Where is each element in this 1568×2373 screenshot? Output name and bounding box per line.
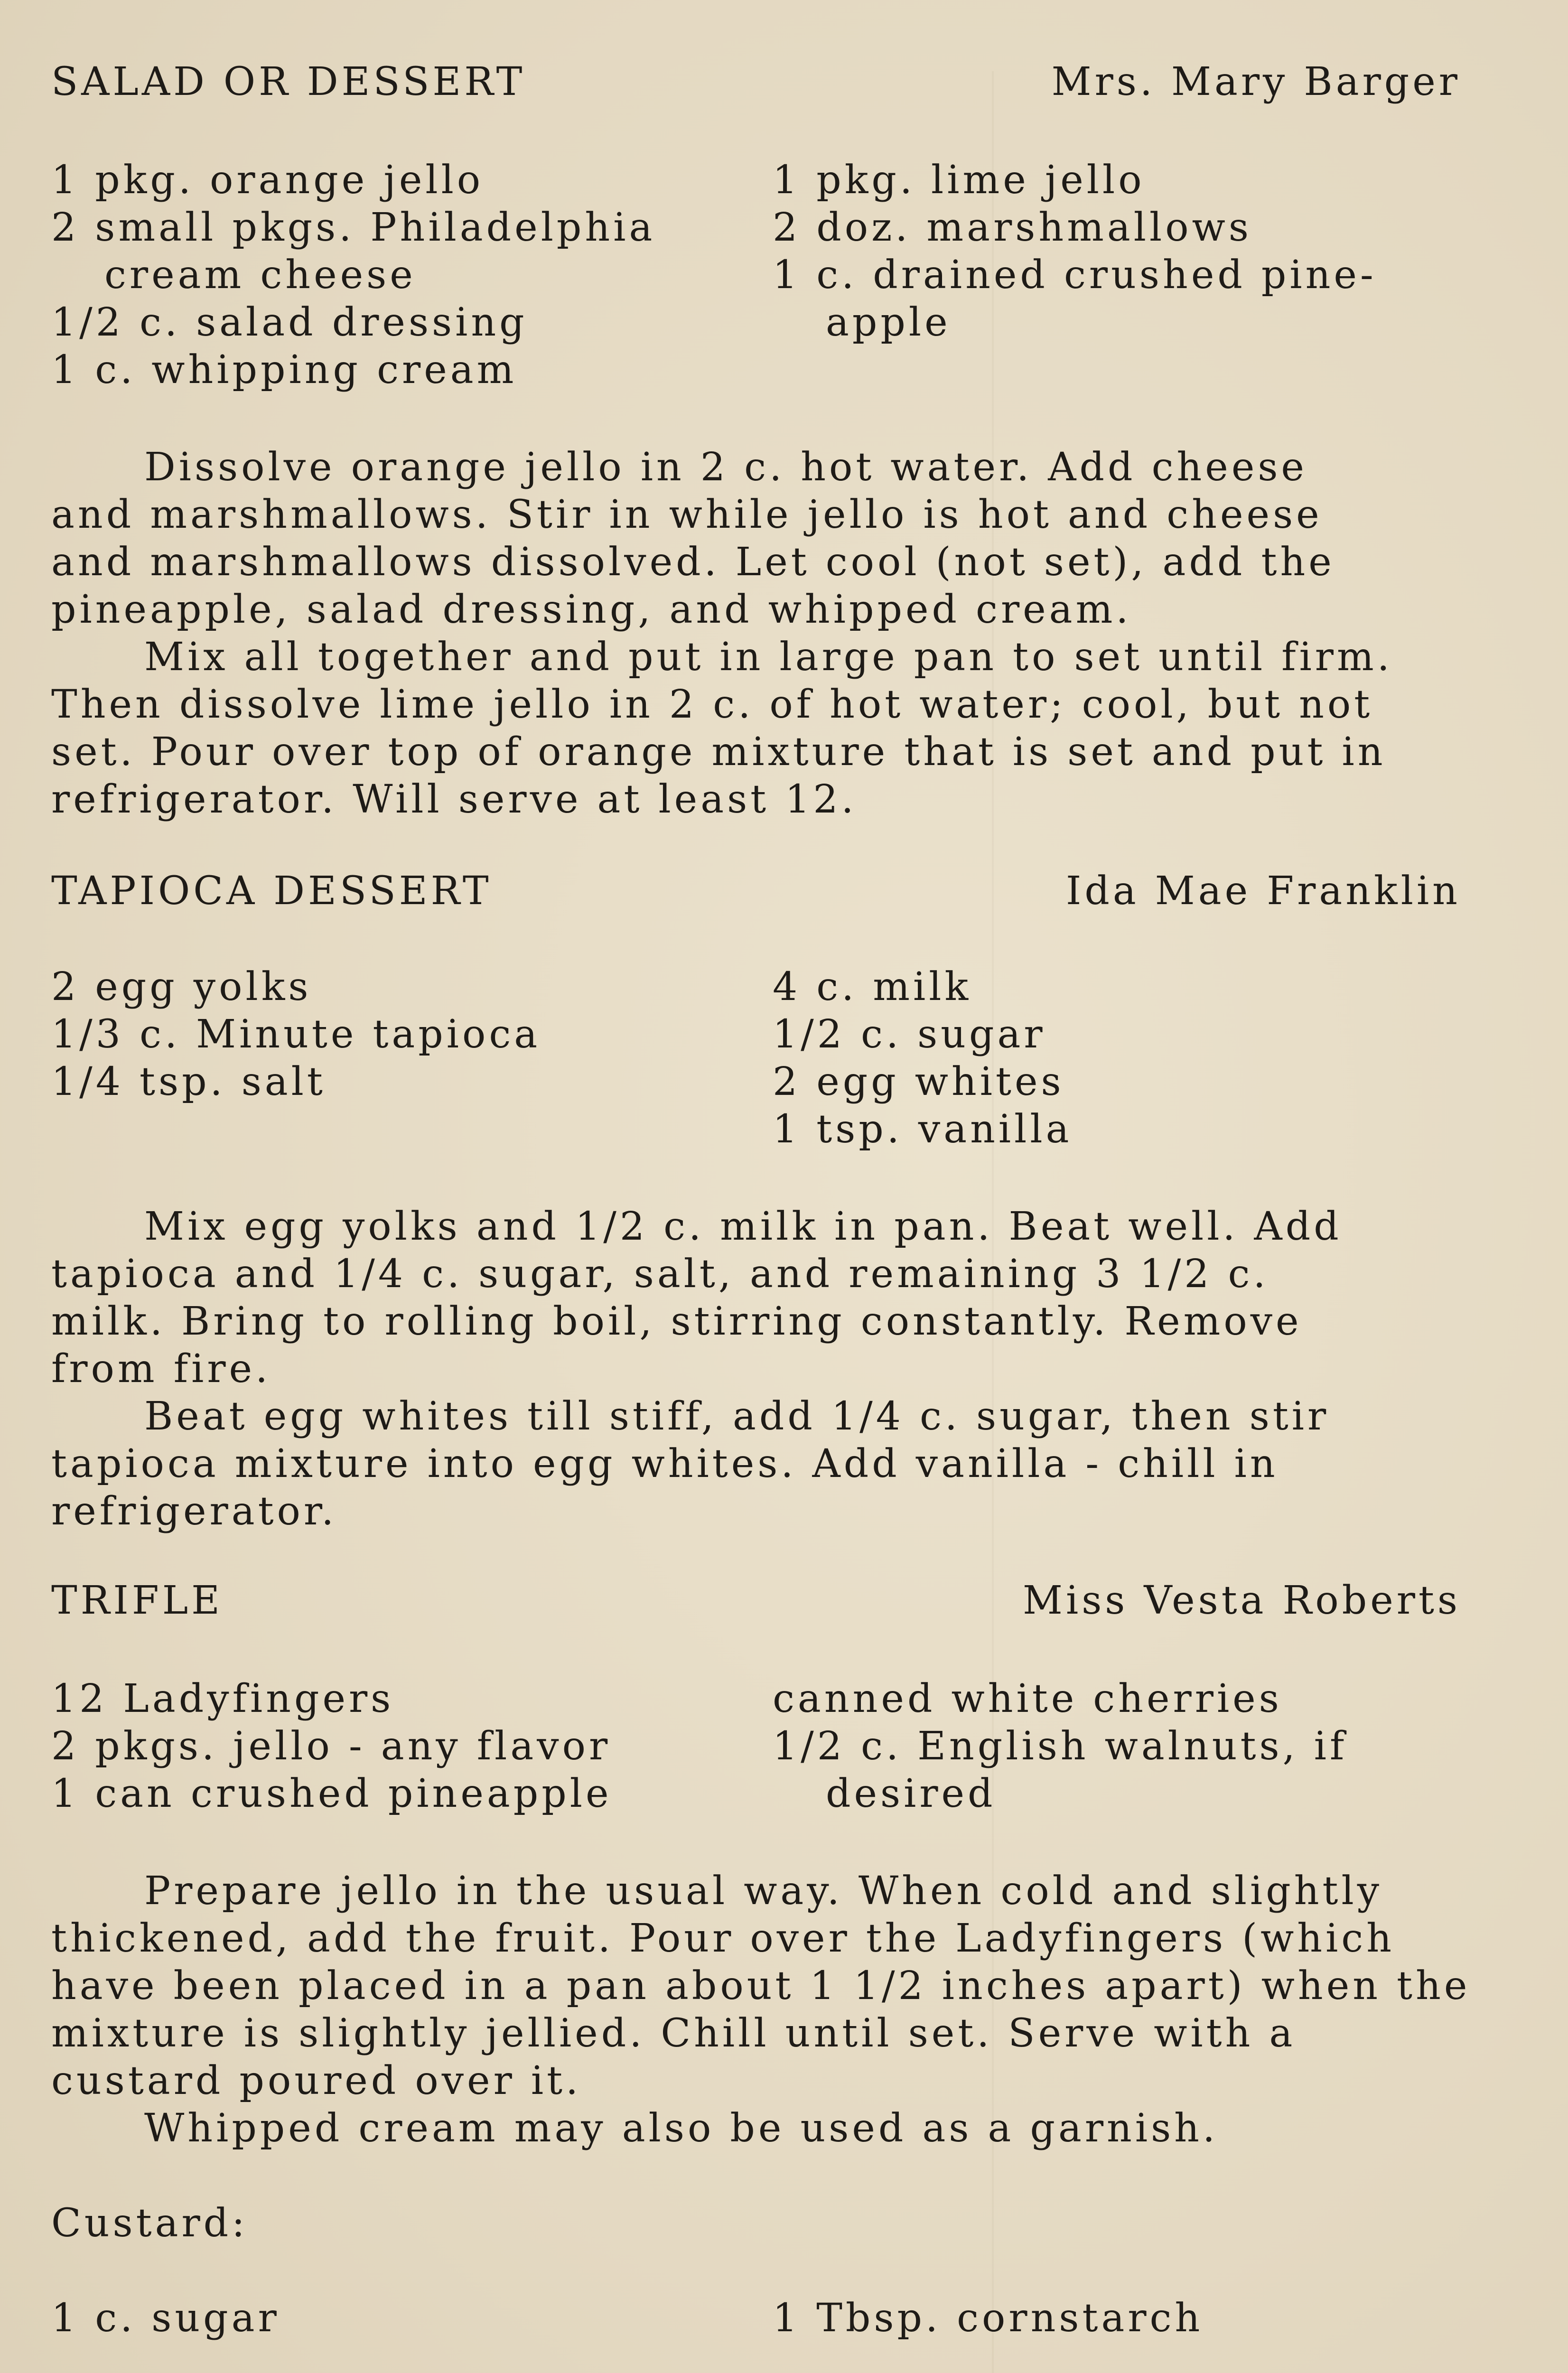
ingredient-line: cream cheese [104, 252, 416, 298]
instruction-line: pineapple, salad dressing, and whipped cream. [51, 587, 1132, 632]
recipe-title: TRIFLE [51, 1578, 224, 1623]
instruction-line: milk. Bring to rolling boil, stirring constantly. Remove [51, 1299, 1302, 1344]
ingredient-line: 4 c. milk [773, 964, 972, 1009]
recipe-heading [51, 1578, 1461, 1630]
ingredient-line: apple [826, 300, 951, 345]
recipe-title: SALAD OR DESSERT [51, 59, 526, 104]
custard-subheading: Custard: [51, 2201, 248, 2246]
instruction-line: from fire. [51, 1346, 271, 1392]
ingredient-line: 1/4 tsp. salt [51, 1059, 326, 1104]
ingredient-line: 1 tsp. vanilla [773, 1107, 1073, 1152]
ingredient-line: 2 egg yolks [51, 964, 312, 1009]
instruction-line: Whipped cream may also be used as a garnish. [144, 2106, 1219, 2151]
ingredient-column-left [51, 157, 655, 394]
instruction-line: have been placed in a pan about 1 1/2 inches apart) when the [51, 1963, 1471, 2009]
ingredient-line: 1 pkg. orange jello [51, 158, 484, 203]
instruction-paragraph [51, 444, 1489, 634]
instruction-line: mixture is slightly jellied. Chill until set. Serve with a [51, 2011, 1296, 2056]
ingredient-line: 2 egg whites [773, 1059, 1064, 1104]
recipe-author: Mrs. Mary Barger [1051, 59, 1461, 104]
instruction-line: custard poured over it. [51, 2058, 582, 2103]
recipe-heading [51, 59, 1461, 112]
ingredient-column-right [773, 157, 1377, 346]
ingredient-line: 1 c. drained crushed pine- [773, 252, 1377, 298]
ingredient-column-right [773, 2295, 1203, 2342]
instruction-line: tapioca and 1/4 c. sugar, salt, and remaining 3 1/2 c. [51, 1252, 1269, 1297]
ingredient-line: 1/2 c. sugar [773, 1012, 1046, 1057]
ingredient-line: 1 Tbsp. cornstarch [773, 2296, 1204, 2341]
ingredient-line: 2 doz. marshmallows [773, 205, 1252, 250]
ingredient-line: 2 pkgs. jello - any flavor [51, 1724, 611, 1769]
instruction-line: Then dissolve lime jello in 2 c. of hot water; cool, but not [51, 682, 1373, 727]
instruction-paragraph [51, 634, 1489, 823]
instruction-paragraph [51, 1393, 1489, 1535]
recipe-author: Ida Mae Franklin [1065, 869, 1461, 914]
ingredient-line: 1/2 c. English walnuts, if [773, 1724, 1348, 1769]
ingredient-line: 12 Ladyfingers [51, 1676, 394, 1721]
instruction-line: Mix all together and put in large pan to set until firm. [144, 635, 1393, 680]
ingredient-line: 1 c. sugar [51, 2296, 280, 2341]
instruction-line: refrigerator. [51, 1489, 337, 1534]
ingredient-line: 2 small pkgs. Philadelphia [51, 205, 656, 250]
ingredient-column-right [773, 963, 1072, 1153]
recipe-author: Miss Vesta Roberts [1023, 1578, 1461, 1623]
cookbook-page [51, 0, 1503, 2373]
instruction-line: and marshmallows. Stir in while jello is hot and cheese [51, 492, 1323, 537]
ingredient-line: canned white cherries [773, 1676, 1282, 1721]
instruction-line: thickened, add the fruit. Pour over the Ladyfingers (which [51, 1916, 1395, 1961]
instruction-line: Dissolve orange jello in 2 c. hot water. Add cheese [144, 445, 1307, 490]
instruction-line: Beat egg whites till stiff, add 1/4 c. sugar, then stir [144, 1394, 1330, 1439]
ingredient-line: desired [826, 1771, 996, 1816]
ingredient-column-left [51, 963, 541, 1106]
instruction-paragraph [51, 1203, 1489, 1393]
ingredient-column-left [51, 2295, 280, 2342]
ingredient-column-right [773, 1675, 1347, 1818]
instruction-paragraph [51, 1868, 1489, 2105]
ingredient-column-left [51, 1675, 612, 1818]
instruction-line: set. Pour over top of orange mixture that is set and put in [51, 729, 1386, 775]
ingredient-line: 1/2 c. salad dressing [51, 300, 528, 345]
recipe-title: TAPIOCA DESSERT [51, 869, 492, 914]
instruction-paragraph [51, 2105, 1489, 2152]
ingredient-line: 1 pkg. lime jello [773, 158, 1145, 203]
instruction-line: tapioca mixture into egg whites. Add vanilla - chill in [51, 1441, 1279, 1486]
recipe-heading [51, 869, 1461, 921]
instruction-line: refrigerator. Will serve at least 12. [51, 777, 857, 822]
ingredient-line: 1 c. whipping cream [51, 347, 517, 392]
instruction-line: Mix egg yolks and 1/2 c. milk in pan. Beat well. Add [144, 1204, 1342, 1249]
ingredient-line: 1/3 c. Minute tapioca [51, 1012, 541, 1057]
ingredient-line: 1 can crushed pineapple [51, 1771, 612, 1816]
instruction-line: and marshmallows dissolved. Let cool (not set), add the [51, 540, 1335, 585]
instruction-line: Prepare jello in the usual way. When cold and slightly [144, 1869, 1383, 1914]
